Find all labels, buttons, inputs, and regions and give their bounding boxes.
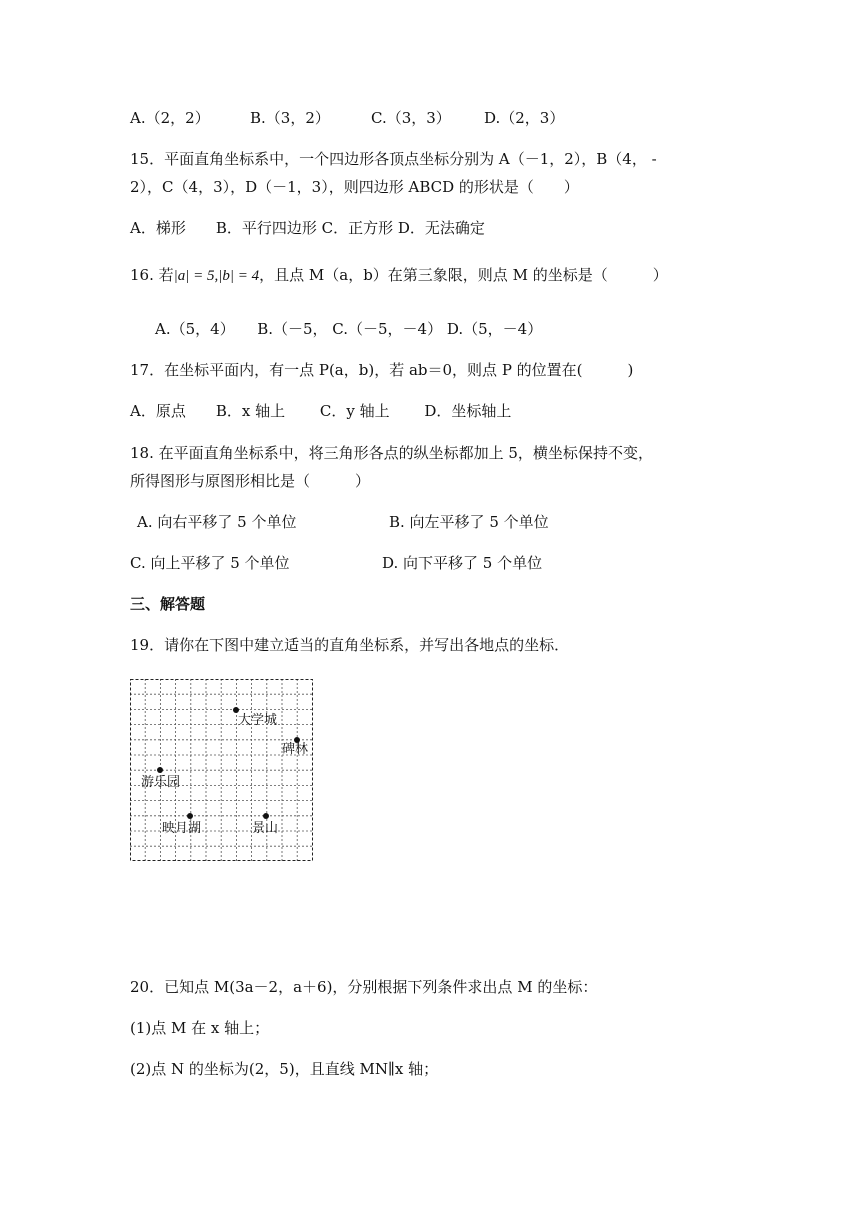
q18-option-c: C. 向上平移了 5 个单位 — [130, 554, 290, 572]
q16-stem — [130, 265, 668, 286]
place-dot-jingshan — [263, 813, 269, 819]
q17-stem: 17．在坐标平面内，有一点 P(a，b)，若 ab＝0，则点 P 的位置在( ) — [130, 361, 634, 379]
q18-option-a: A. 向右平移了 5 个单位 — [137, 513, 297, 531]
q14-option-c: C.（3，3） — [371, 109, 451, 127]
q18-stem-line1: 18. 在平面直角坐标系中，将三角形各点的纵坐标都加上 5，横坐标保持不变， — [130, 444, 653, 462]
q14-option-b: B.（3，2） — [250, 109, 330, 127]
q18-option-b: B. 向左平移了 5 个单位 — [389, 513, 549, 531]
q20-part2: (2)点 N 的坐标为(2，5)，且直线 MN∥x 轴； — [130, 1060, 439, 1078]
q20-stem: 20．已知点 M(3a－2，a＋6)，分别根据下列条件求出点 M 的坐标： — [130, 978, 598, 996]
q15-stem-line1: 15．平面直角坐标系中，一个四边形各顶点坐标分别为 A（－1，2），B（4， - — [130, 150, 657, 168]
q20-part1: (1)点 M 在 x 轴上； — [130, 1019, 270, 1037]
q17-options: A．原点 B．x 轴上 C．y 轴上 D．坐标轴上 — [130, 402, 512, 420]
place-dot-youleyuan — [157, 767, 163, 773]
map-grid-svg — [130, 679, 313, 861]
q15-stem-line2: 2），C（4，3），D（－1，3），则四边形 ABCD 的形状是（ ） — [130, 178, 579, 196]
map-grid-figure — [130, 679, 313, 861]
q16-options: A.（5，4） B.（－5， C.（－5，－4） D.（5，－4） — [155, 320, 543, 338]
q14-option-a: A.（2，2） — [130, 109, 210, 127]
q14-option-d: D.（2，3） — [484, 109, 565, 127]
place-label-jingshan: 景山 — [252, 821, 279, 836]
place-label-beilin: 碑林 — [282, 742, 309, 757]
q19-stem: 19．请你在下图中建立适当的直角坐标系，并写出各地点的坐标． — [130, 636, 570, 654]
q16-math-expression: |a| = 5,|b| = 4 — [173, 268, 260, 284]
place-label-daxuecheng: 大学城 — [238, 713, 278, 728]
section-heading: 三、解答题 — [130, 595, 206, 613]
q16-suffix: ，且点 M（a，b）在第三象限，则点 M 的坐标是（ ） — [259, 266, 668, 284]
q18-stem-line2: 所得图形与原图形相比是（ ） — [130, 472, 371, 490]
q16-prefix: 16. 若 — [130, 266, 174, 284]
place-dot-yingyuehu — [187, 813, 193, 819]
place-label-youleyuan: 游乐园 — [141, 775, 181, 790]
q15-options: A．梯形 B．平行四边形 C．正方形 D．无法确定 — [130, 219, 485, 237]
q18-option-d: D. 向下平移了 5 个单位 — [382, 554, 543, 572]
place-label-yingyuehu: 映月湖 — [162, 821, 202, 836]
